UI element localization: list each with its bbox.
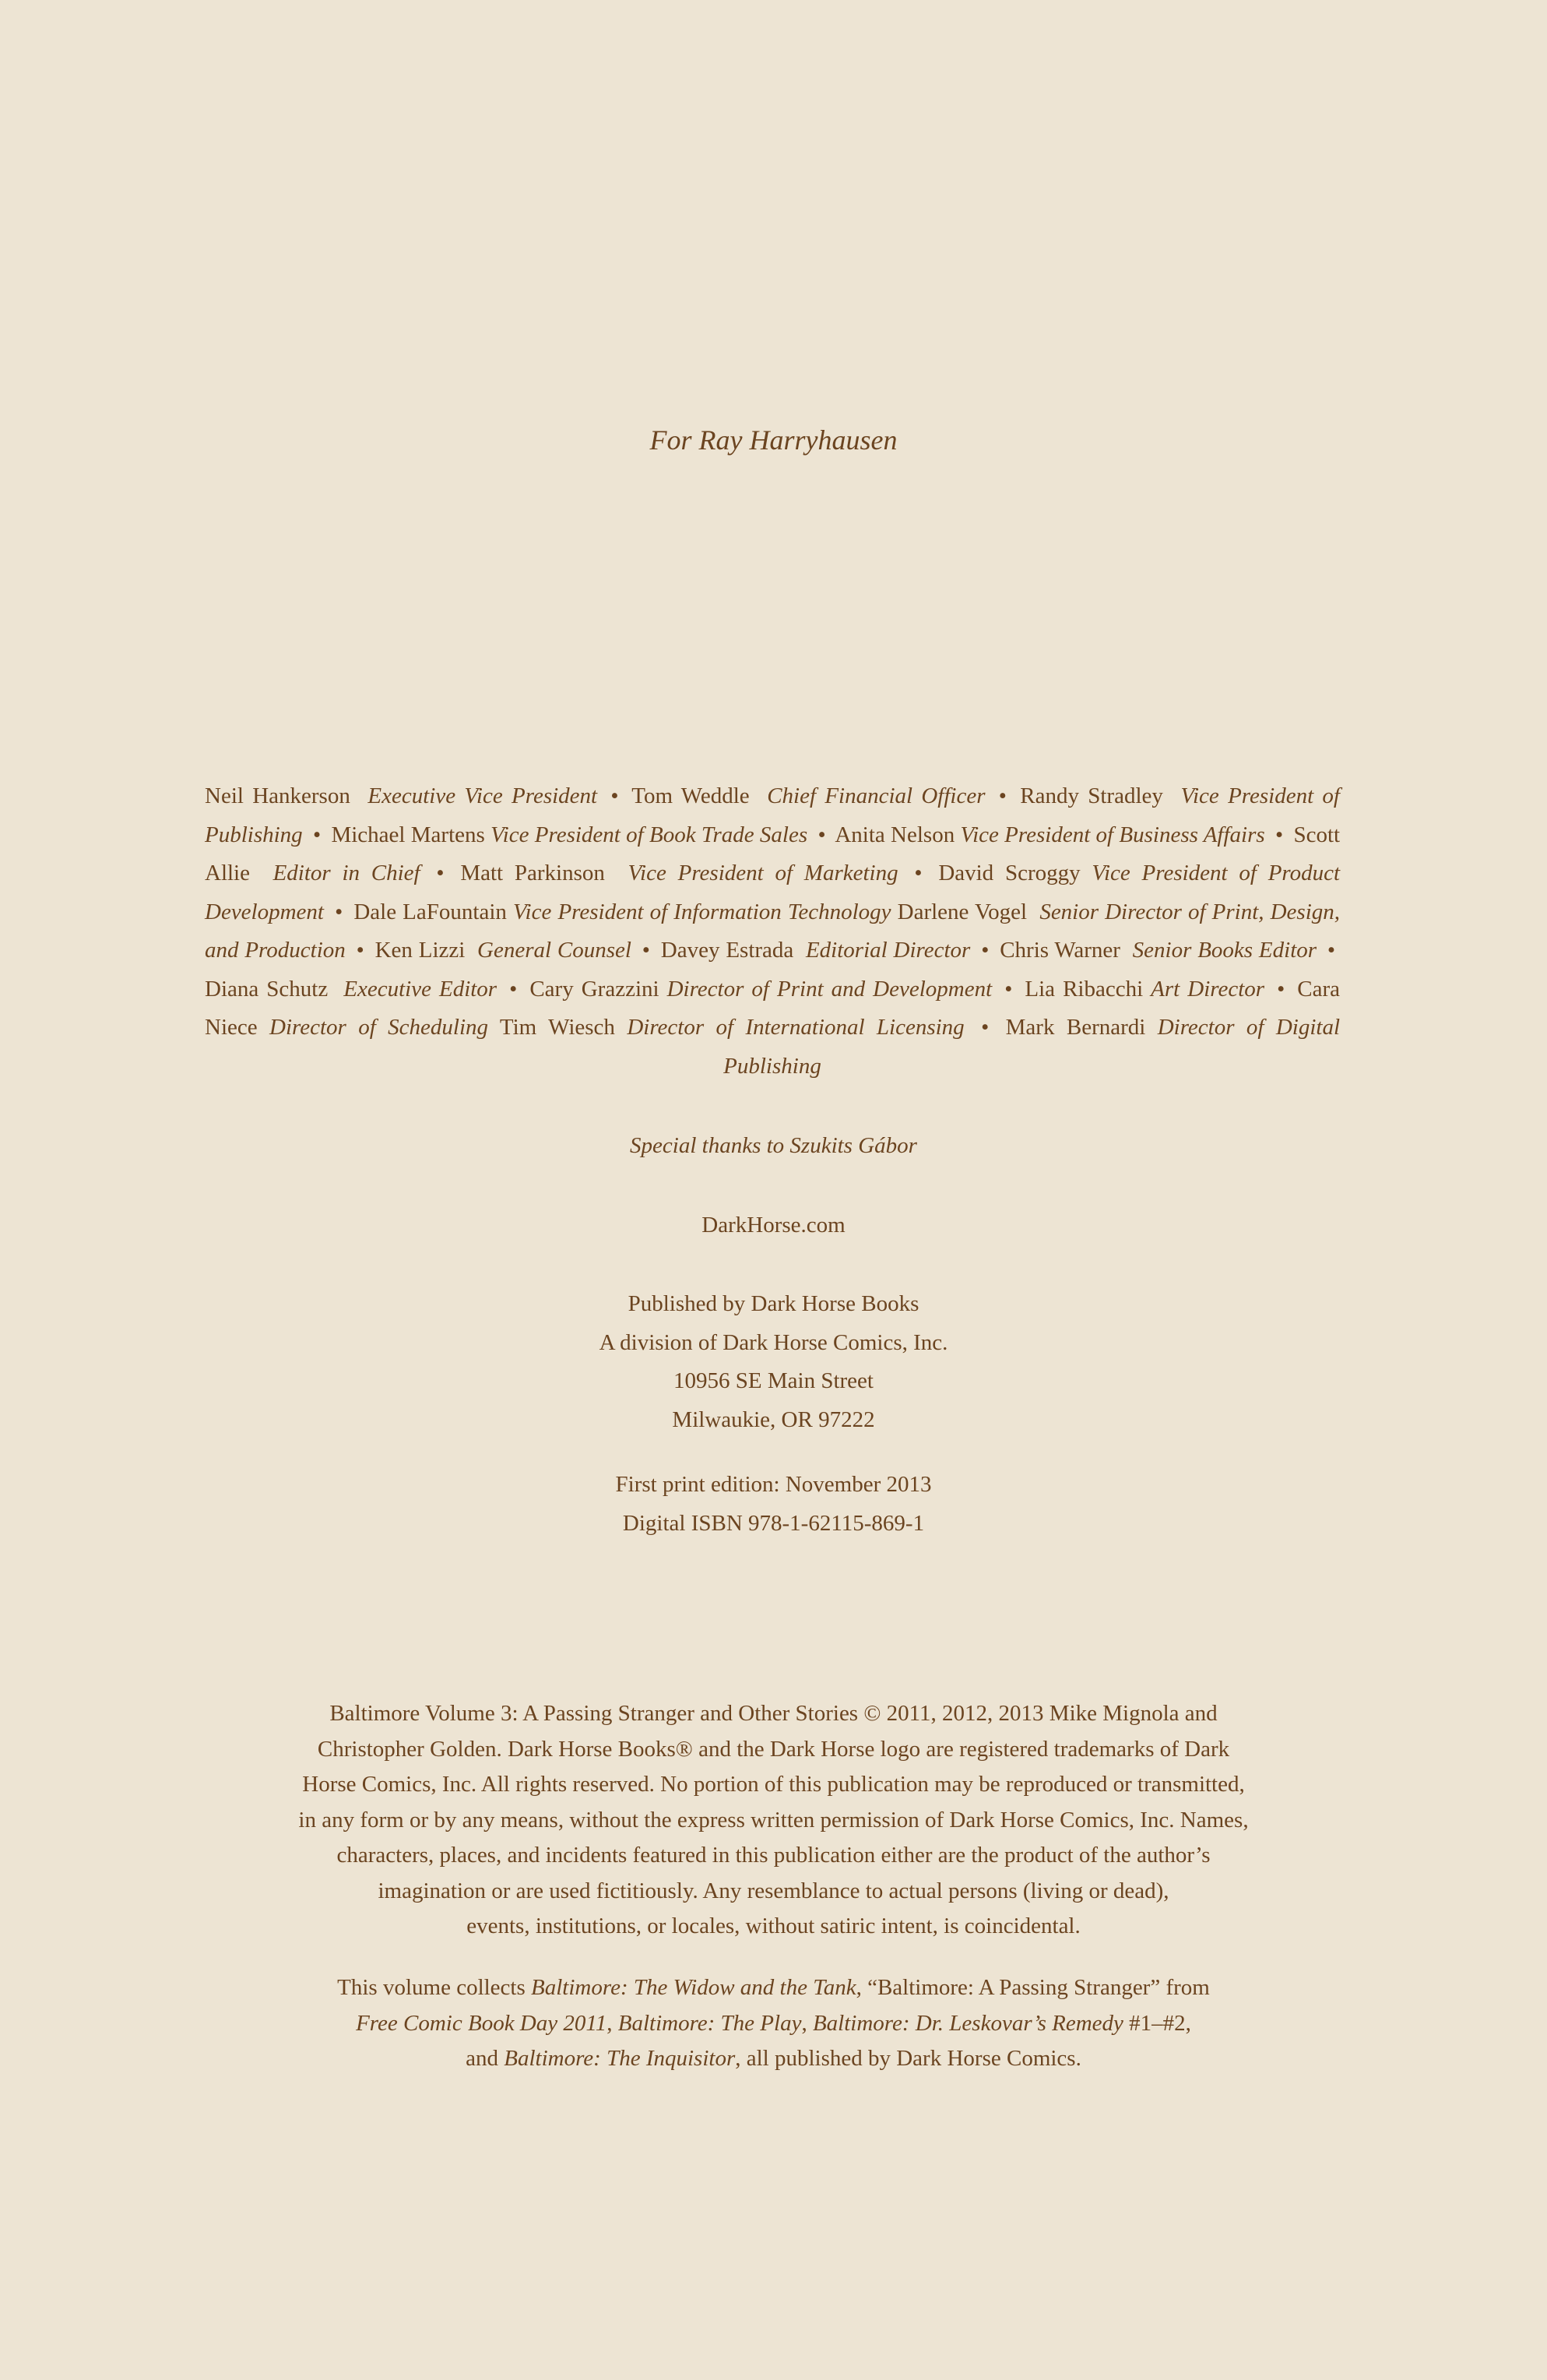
text: and [466,2046,505,2071]
title-inquisitor: Baltimore: The Inquisitor [504,2046,736,2071]
staff-title: Vice President of Marketing [628,861,898,885]
staff-credits [205,777,1340,1086]
staff-name: Anita Nelson [835,822,955,847]
separator: • [981,1015,990,1040]
legal-line: Christopher Golden. Dark Horse Books® and the Dark Horse logo are registered trademarks of Dark [317,1736,1230,1762]
separator: • [642,938,650,963]
separator: • [1275,822,1284,847]
legal-line: imagination or are used fictitiously. Any resemblance to actual persons (living or dead), [378,1878,1169,1903]
staff-title: Director of Print and Development [666,976,993,1002]
collects-line-3 [195,2041,1352,2077]
digital-isbn: Digital ISBN 978-1-62115-869-1 [622,1510,925,1536]
text: , [801,2010,813,2036]
staff-title: Vice President of Book Trade Sales [490,822,808,847]
staff-title: Director of Scheduling [269,1015,489,1040]
separator: • [981,938,990,963]
staff-name: Scott Allie [205,822,1341,885]
staff-title: Vice President of Business Affairs [960,822,1265,847]
publisher-line: Published by Dark Horse Books [628,1291,919,1316]
first-print-edition: First print edition: November 2013 [615,1472,932,1497]
staff-name: Tim Wiesch [499,1015,615,1040]
staff-title: Art Director [1151,976,1265,1002]
publisher-street: 10956 SE Main Street [673,1368,874,1393]
text: , “Baltimore: A Passing Stranger” from [856,1975,1210,2000]
separator: • [998,783,1007,808]
title-widow-and-tank: Baltimore: The Widow and the Tank [531,1975,856,2000]
staff-name: Dale LaFountain [353,899,507,924]
separator: • [1327,938,1336,963]
staff-name: Chris Warner [1000,938,1120,963]
publisher-city: Milwaukie, OR 97222 [672,1407,875,1432]
staff-name: Cara Niece [205,976,1341,1040]
staff-title: Vice President of Publishing [205,783,1340,847]
collects-line-2 [195,2006,1352,2042]
staff-name: Randy Stradley [1020,783,1163,808]
website-text: DarkHorse.com [701,1213,846,1238]
collection-notice [195,1970,1352,2077]
staff-title: General Counsel [477,938,631,963]
staff-name: Davey Estrada [660,938,794,963]
separator: • [312,822,322,847]
staff-name: Cary Grazzini [529,976,659,1002]
legal-line: Baltimore Volume 3: A Passing Stranger and Other Stories © 2011, 2012, 2013 Mike Mignola and [329,1701,1218,1726]
staff-name: Matt Parkinson [460,861,605,885]
legal-notice [195,1696,1352,1945]
separator: • [610,783,619,808]
staff-name: David Scroggy [938,861,1081,885]
separator: • [335,899,343,924]
separator: • [1277,976,1285,1002]
special-thanks-text: Special thanks to Szukits Gábor [630,1133,917,1158]
legal-line: events, institutions, or locales, without satiric intent, is coincidental. [466,1914,1081,1938]
staff-title: Executive Vice President [367,783,598,808]
publisher-info [0,1285,1547,1439]
staff-title: Executive Editor [343,976,498,1002]
staff-title: Vice President of Information Technology [512,899,891,924]
staff-name: Lia Ribacchi [1025,976,1144,1002]
staff-title: Director of Digital Publishing [723,1015,1341,1079]
staff-title: Chief Financial Officer [767,783,986,808]
staff-title: Senior Books Editor [1132,938,1317,963]
staff-title: Vice President of Product Development [205,861,1341,924]
staff-title: Director of International Licensing [627,1015,965,1040]
website [0,1206,1547,1245]
legal-line: Horse Comics, Inc. All rights reserved. No portion of this publication may be reproduced or transmitted, [302,1772,1245,1797]
separator: • [1004,976,1013,1002]
staff-name: Tom Weddle [631,783,750,808]
separator: • [436,861,445,885]
collects-line-1 [195,1970,1352,2006]
title-leskovar: Baltimore: Dr. Leskovar’s Remedy [812,2010,1123,2036]
staff-name: Diana Schutz [205,976,329,1002]
publisher-division: A division of Dark Horse Comics, Inc. [599,1329,948,1355]
text: , [606,2010,618,2036]
separator: • [356,938,364,963]
text: #1–#2, [1123,2010,1191,2036]
legal-line: characters, places, and incidents featured in this publication either are the product of the author’s [336,1843,1211,1868]
separator: • [509,976,518,1002]
separator: • [817,822,826,847]
text: This volume collects [337,1975,532,2000]
separator: • [914,861,923,885]
staff-title: Editor in Chief [272,861,420,885]
edition-info [0,1466,1547,1543]
staff-title: Senior Director of Print, Design, and Production [205,899,1341,963]
staff-name: Michael Martens [331,822,485,847]
staff-name: Neil Hankerson [205,783,350,808]
dedication: For Ray Harryhausen [649,424,898,456]
title-the-play: Baltimore: The Play [617,2010,802,2036]
staff-title: Editorial Director [805,938,971,963]
legal-line: in any form or by any means, without the express written permission of Dark Horse Comics, Inc. Names, [298,1807,1249,1833]
special-thanks [0,1127,1547,1166]
title-fcbd: Free Comic Book Day 2011 [356,2010,607,2036]
staff-name: Darlene Vogel [897,899,1028,924]
text: , all published by Dark Horse Comics. [735,2046,1081,2071]
staff-name: Ken Lizzi [374,938,466,963]
staff-name: Mark Bernardi [1005,1015,1146,1040]
